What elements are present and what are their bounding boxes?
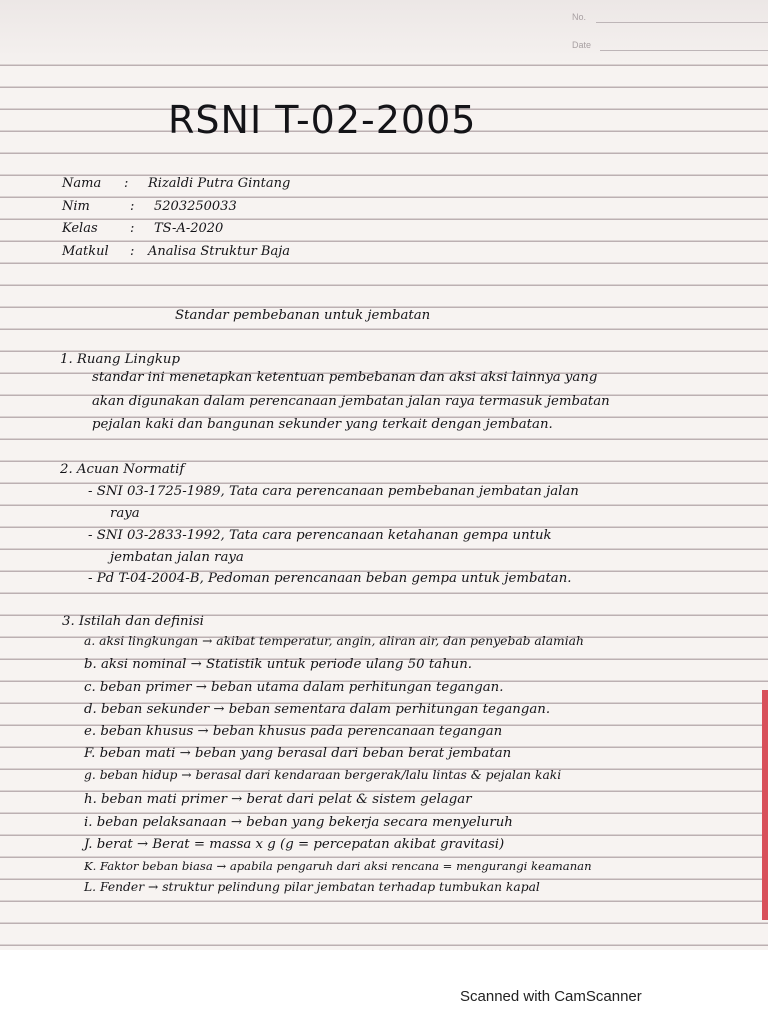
definition-item: d. beban sekunder → beban sementara dalam perhitungan tegangan. <box>84 702 551 717</box>
page-title: RSNI T-02-2005 <box>168 98 477 142</box>
section-line: akan digunakan dalam perencanaan jembatan jalan raya termasuk jembatan <box>92 394 610 409</box>
section-line: - Pd T-04-2004-B, Pedoman perencanaan beban gempa untuk jembatan. <box>88 571 572 586</box>
scanner-watermark: Scanned with CamScanner <box>460 988 642 1005</box>
page-edge-marker <box>762 690 768 920</box>
definition-item: g. beban hidup → berasal dari kendaraan bergerak/lalu lintas & pejalan kaki <box>84 768 562 782</box>
definition-item: h. beban mati primer → berat dari pelat & sistem gelagar <box>84 792 472 807</box>
identity-colon: : <box>130 221 135 236</box>
subtitle: Standar pembebanan untuk jembatan <box>175 308 431 323</box>
identity-label: Matkul <box>62 244 109 259</box>
identity-value: Analisa Struktur Baja <box>148 244 291 259</box>
definition-item: b. aksi nominal → Statistik untuk periode ulang 50 tahun. <box>84 657 473 672</box>
date-rule <box>600 50 768 51</box>
section-line: standar ini menetapkan ketentuan pembebanan dan aksi aksi lainnya yang <box>92 370 598 385</box>
definition-item: F. beban mati → beban yang berasal dari beban berat jembatan <box>84 746 512 761</box>
identity-colon: : <box>130 244 135 259</box>
no-rule <box>596 22 768 23</box>
definition-item: e. beban khusus → beban khusus pada perencanaan tegangan <box>84 724 503 739</box>
definition-item: i. beban pelaksanaan → beban yang bekerja secara menyeluruh <box>84 815 513 830</box>
identity-label: Nama <box>62 176 102 191</box>
identity-value: TS-A-2020 <box>154 221 224 236</box>
definition-item: a. aksi lingkungan → akibat temperatur, angin, aliran air, dan penyebab alamiah <box>84 634 584 648</box>
identity-colon: : <box>130 199 135 214</box>
date-label: Date <box>572 40 592 50</box>
identity-value: Rizaldi Putra Gintang <box>148 176 291 191</box>
section-line: pejalan kaki dan bangunan sekunder yang terkait dengan jembatan. <box>92 417 553 432</box>
section-line: jembatan jalan raya <box>110 550 244 565</box>
section-heading: 3. Istilah dan definisi <box>62 614 204 629</box>
identity-label: Kelas <box>62 221 98 236</box>
section-heading: 1. Ruang Lingkup <box>60 352 181 367</box>
section-heading: 2. Acuan Normatif <box>60 462 185 477</box>
definition-item: L. Fender → struktur pelindung pilar jembatan terhadap tumbukan kapal <box>84 880 540 894</box>
definition-item: c. beban primer → beban utama dalam perhitungan tegangan. <box>84 680 504 695</box>
identity-value: 5203250033 <box>154 199 237 214</box>
section-line: raya <box>110 506 140 521</box>
identity-label: Nim <box>62 199 90 214</box>
section-line: - SNI 03-1725-1989, Tata cara perencanaan pembebanan jembatan jalan <box>88 484 579 499</box>
no-label: No. <box>572 12 587 22</box>
page-top-margin <box>0 0 768 64</box>
definition-item: K. Faktor beban biasa → apabila pengaruh dari aksi rencana = mengurangi keamanan <box>84 859 592 873</box>
identity-colon: : <box>124 176 129 191</box>
section-line: - SNI 03-2833-1992, Tata cara perencanaan ketahanan gempa untuk <box>88 528 552 543</box>
definition-item: J. berat → Berat = massa x g (g = percepatan akibat gravitasi) <box>84 837 505 852</box>
